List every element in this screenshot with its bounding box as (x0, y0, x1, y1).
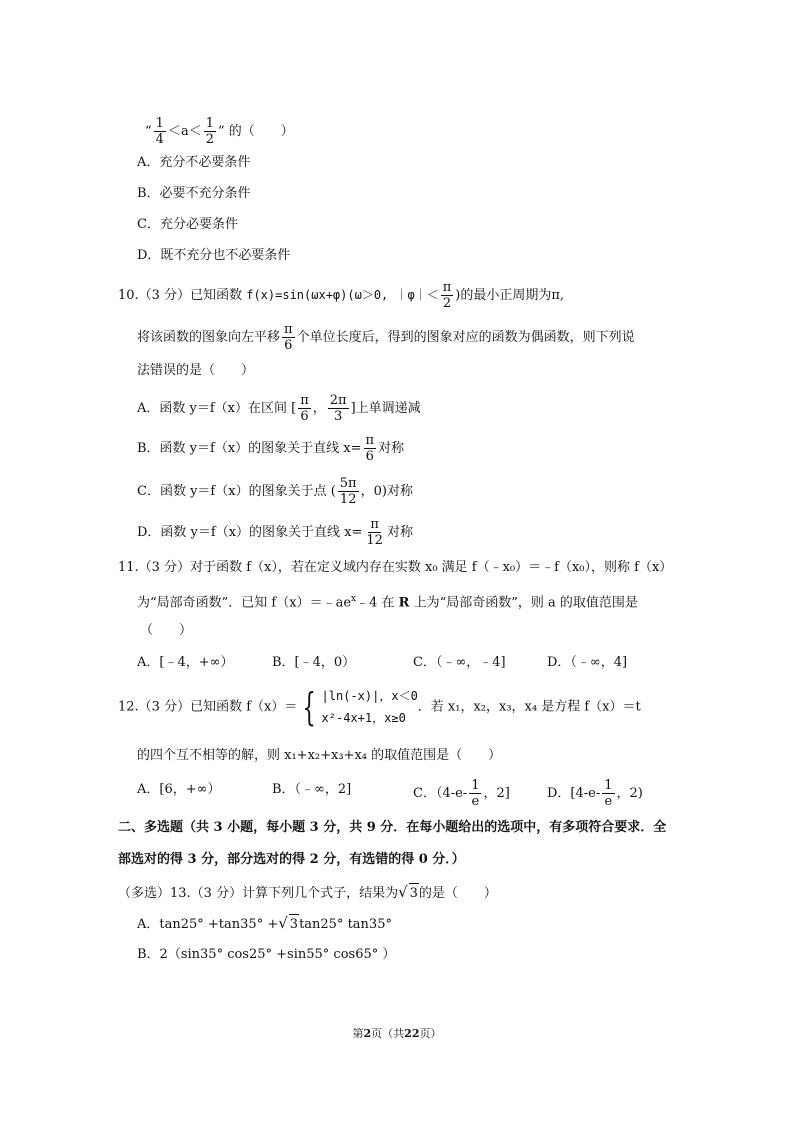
q11-stem-line2: 为“局部奇函数”．已知 $f(x)=﹣ae^x﹣4$ 在 R 上为“局部奇函数”，则 a 的取值范围是 (137, 594, 638, 611)
q11-stem-line3: （ ） (140, 623, 193, 638)
q10-stem-line1: 10.（3 分）已知函数 f(x)=sin(ωx+φ)(ω＞0, ｜φ｜＜ $\frac{\pi}{2}$ )的最小正周期为π, (118, 280, 565, 311)
page-footer: 第2页（共22页） (352, 1027, 442, 1040)
q11-option-c: C．（﹣∞，﹣4] (413, 655, 506, 670)
section-heading-line2: 部选对的得 3 分，部分选对的得 2 分，有选错的得 0 分．） (118, 852, 465, 867)
q9-option-a: A．充分不必要条件 (137, 155, 251, 170)
fraction: $\frac{\pi}{6}$ (300, 393, 309, 424)
q10-stem-line3: 法错误的是（ ） (137, 363, 255, 378)
q9-option-c: C．充分必要条件 (137, 217, 238, 232)
q13-stem: （多选）13.（3 分）计算下列几个式子，结果为√ 3的是（ ） (118, 882, 497, 904)
fraction: $\frac{\pi}{2}$ (442, 280, 452, 311)
fraction: $\frac{1}{4}$ (155, 116, 164, 147)
q12-option-b: B．（﹣∞，2] (272, 782, 352, 797)
q12-stem-line1: 12.（3 分）已知函数 f（x）＝ { |ln(-x)|，x＜0 x²-4x+1，x≥0 ．若 x₁，x₂，x₃，x₄ 是方程 f（x）＝t (118, 685, 641, 729)
fraction: $\frac{1}{e}$ (604, 778, 613, 809)
q11-stem-line1: 11.（3 分）对于函数 f（x），若在定义域内存在实数 x₀ 满足 f（﹣x₀）＝﹣f（x₀），则称 f（x） (118, 560, 673, 575)
q12-option-c: C．（4-e- $\frac{1}{e}$ ，2] (413, 778, 510, 809)
q13-option-b: B．2（sin35° cos25° +sin55° cos65° ） (137, 947, 396, 962)
q10-option-c: C．函数 y＝f（x）的图象关于点 ( $\frac{5\pi}{12}$ ，0)对称 (137, 476, 413, 507)
q11-option-b: B．[﹣4，0） (272, 655, 356, 670)
fraction: $\frac{\pi}{6}$ (365, 433, 375, 464)
q9-option-d: D．既不充分也不必要条件 (137, 248, 291, 263)
q11-option-d: D．（﹣∞，4] (547, 655, 628, 670)
fraction: $\frac{5\pi}{12}$ (339, 476, 357, 507)
q11-option-a: A．[﹣4，+∞） (137, 655, 234, 670)
fraction: $\frac{\pi}{6}$ (284, 322, 293, 353)
section-heading-line1: 二、多选题（共 3 小题，每小题 3 分，共 9 分．在每小题给出的选项中，有多项符合要求．全 (118, 820, 667, 835)
fraction: $\frac{1}{2}$ (205, 116, 214, 147)
q12-stem-line2: 的四个互不相等的解，则 x₁+x₂+x₃+x₄ 的取值范围是（ ） (137, 748, 502, 763)
q10-option-d: D．函数 y＝f（x）的图象关于直线 x= $\frac{\pi}{12}$ 对称 (137, 517, 413, 548)
q10-option-b: B．函数 y＝f（x）的图象关于直线 x= $\frac{\pi}{6}$ 对称 (137, 433, 405, 464)
sqrt-symbol: √ (398, 883, 408, 901)
piecewise-function: { |ln(-x)|，x＜0 x²-4x+1，x≥0 (302, 685, 418, 729)
q12-option-a: A．[6，+∞） (137, 782, 221, 797)
q9-stem: “ $\frac{1}{4}$ ＜a＜ $\frac{1}{2}$ ” 的（ ） (145, 116, 294, 147)
q10-stem-line2: 将该函数的图象向左平移 $\frac{\pi}{6}$ 个单位长度后，得到的图象对应的函数为偶函数，则下列说 (137, 322, 635, 353)
q10-option-a: A．函数 y＝f（x）在区间 [ $\frac{\pi}{6}$ ， $\frac{2\pi}{3}$ ]上单调递减 (137, 393, 421, 424)
sqrt-symbol: √ (278, 914, 288, 932)
q13-option-a: A．tan25° +tan35° +√ 3tan25° tan35° (137, 913, 392, 935)
q9-option-b: B．必要不充分条件 (137, 186, 251, 201)
fraction: $\frac{1}{e}$ (471, 778, 480, 809)
fraction: $\frac{\pi}{12}$ (366, 517, 383, 548)
fraction: $\frac{2\pi}{3}$ (329, 393, 347, 424)
q12-option-d: D．[4-e- $\frac{1}{e}$ ，2) (547, 778, 643, 809)
